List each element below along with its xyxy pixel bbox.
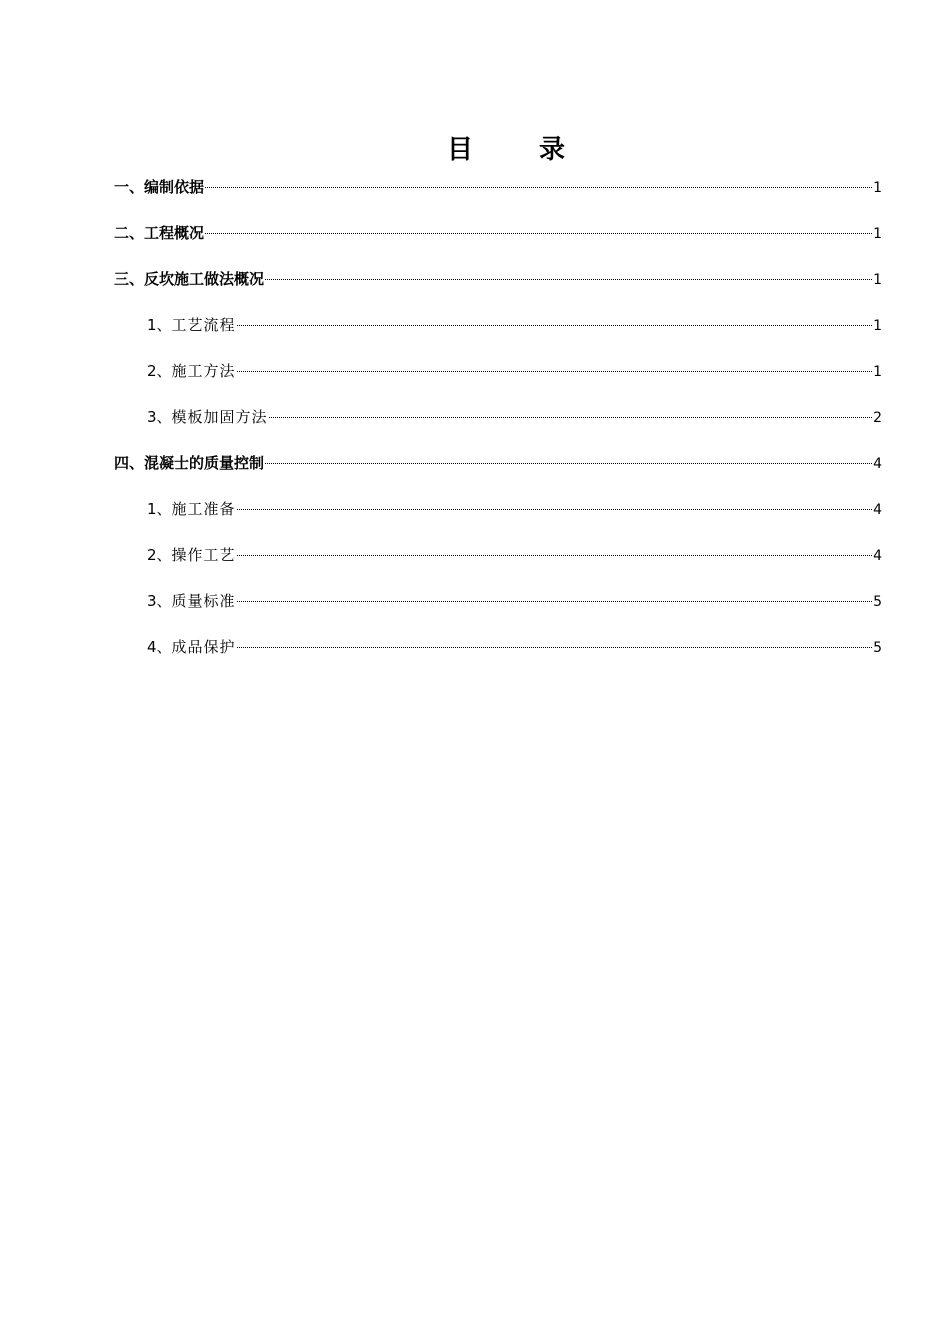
toc-entry-text: 质量标准 bbox=[171, 592, 236, 610]
toc-dot-leader bbox=[269, 417, 873, 418]
toc-entry-4-2[interactable] bbox=[114, 541, 882, 587]
toc-entry-3-1[interactable] bbox=[114, 311, 882, 357]
toc-entry-label bbox=[147, 495, 236, 523]
toc-entry-3-2[interactable] bbox=[114, 357, 882, 403]
toc-page-number: 1 bbox=[873, 226, 882, 242]
toc-entry-number: 1、 bbox=[147, 316, 172, 334]
toc-page-number: 1 bbox=[873, 318, 882, 334]
toc-page-number: 2 bbox=[873, 410, 882, 426]
toc-entry-label: 四、混凝士的质量控制 bbox=[114, 454, 265, 472]
toc-entry-3-3[interactable] bbox=[114, 403, 882, 449]
toc-entry-text: 模板加固方法 bbox=[171, 408, 268, 426]
toc-dot-leader bbox=[237, 647, 873, 648]
toc-page-number: 5 bbox=[873, 640, 882, 656]
toc-page-number: 5 bbox=[873, 594, 882, 610]
toc-entry-4-1[interactable] bbox=[114, 495, 882, 541]
toc-entry-label: 三、反坎施工做法概况 bbox=[114, 270, 265, 288]
toc-page-number: 1 bbox=[873, 272, 882, 288]
toc-dot-leader bbox=[205, 187, 872, 188]
toc-entry-text: 工艺流程 bbox=[171, 316, 236, 334]
toc-entry-label bbox=[147, 541, 236, 569]
toc-title: 目 录 bbox=[446, 135, 585, 165]
toc-entry-label bbox=[147, 403, 268, 431]
toc-entry-number: 2、 bbox=[147, 362, 172, 380]
toc-entry-number: 2、 bbox=[147, 546, 172, 564]
toc-dot-leader bbox=[265, 463, 872, 464]
toc-page-number: 1 bbox=[873, 180, 882, 196]
toc-entry-label: 一、编制依据 bbox=[114, 178, 205, 196]
toc-entry-1[interactable] bbox=[114, 173, 882, 219]
toc-entry-text: 操作工艺 bbox=[171, 546, 236, 564]
toc-dot-leader bbox=[237, 555, 873, 556]
toc-page-number: 4 bbox=[873, 548, 882, 564]
toc-entry-label bbox=[147, 357, 236, 385]
toc-entry-label bbox=[147, 311, 236, 339]
toc-entry-label: 二、工程概况 bbox=[114, 224, 205, 242]
toc-entry-number: 1、 bbox=[147, 500, 172, 518]
toc-entry-3[interactable] bbox=[114, 265, 882, 311]
toc-entry-text: 施工准备 bbox=[171, 500, 236, 518]
toc-entry-label bbox=[147, 633, 236, 661]
toc-entry-number: 3、 bbox=[147, 592, 172, 610]
toc-dot-leader bbox=[265, 279, 872, 280]
toc-dot-leader bbox=[237, 601, 873, 602]
toc-dot-leader bbox=[237, 325, 873, 326]
toc-dot-leader bbox=[237, 509, 873, 510]
toc-entry-text: 施工方法 bbox=[171, 362, 236, 380]
toc-entry-4[interactable] bbox=[114, 449, 882, 495]
toc-entry-4-3[interactable] bbox=[114, 587, 882, 633]
toc-entry-text: 成品保护 bbox=[171, 638, 236, 656]
toc-list bbox=[114, 173, 882, 679]
toc-page-number: 4 bbox=[873, 502, 882, 518]
toc-page-number: 1 bbox=[873, 364, 882, 380]
toc-dot-leader bbox=[237, 371, 873, 372]
toc-entry-4-4[interactable] bbox=[114, 633, 882, 679]
toc-entry-2[interactable] bbox=[114, 219, 882, 265]
toc-page-number: 4 bbox=[873, 456, 882, 472]
toc-entry-number: 4、 bbox=[147, 638, 172, 656]
toc-dot-leader bbox=[205, 233, 872, 234]
toc-entry-label bbox=[147, 587, 236, 615]
toc-entry-number: 3、 bbox=[147, 408, 172, 426]
